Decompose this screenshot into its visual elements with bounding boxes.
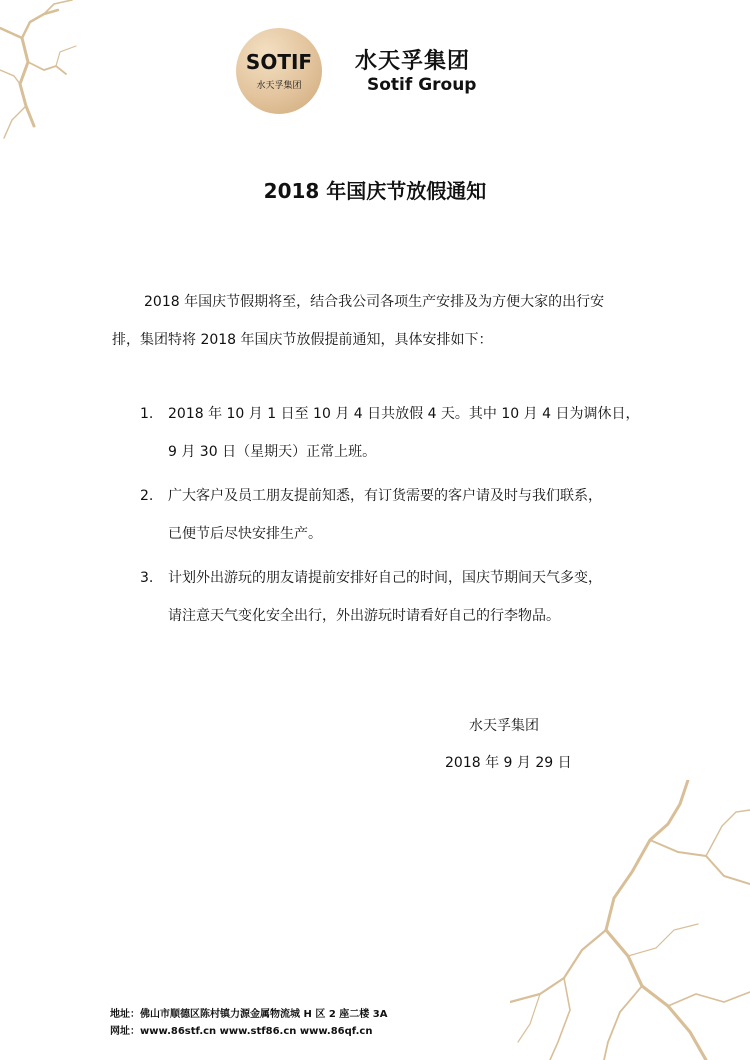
logo-subtitle: 水天孚集团 xyxy=(256,81,302,91)
marble-vein-decoration-bottom-right xyxy=(510,780,750,1060)
list-number: 2. xyxy=(140,488,154,504)
signature: 水天孚集团 xyxy=(469,718,539,734)
marble-vein-decoration-top-left xyxy=(0,0,90,140)
footer-address: 地址：佛山市顺德区陈村镇力源金属物流城 H 区 2 座二楼 3A xyxy=(110,1009,388,1020)
footer-contact xyxy=(110,1006,387,1040)
list-item xyxy=(140,559,660,635)
logo-seal xyxy=(236,28,322,114)
list-line: 9 月 30 日（星期天）正常上班。 xyxy=(168,444,377,460)
footer-websites: 网址：www.86stf.cn www.stf86.cn www.86qf.cn xyxy=(110,1026,373,1037)
logo-wordmark: SOTIF xyxy=(245,50,313,74)
brand-name-english: Sotif Group xyxy=(367,75,477,95)
list-line: 广大客户及员工朋友提前知悉，有订货需要的客户请及时与我们联系， xyxy=(168,488,602,504)
brand-name-chinese: 水天孚集团 xyxy=(355,49,471,74)
list-line: 2018 年 10 月 1 日至 10 月 4 日共放假 4 天。其中 10 月 4 日为调休日， xyxy=(168,406,640,422)
list-item xyxy=(140,395,660,471)
list-line: 请注意天气变化安全出行，外出游玩时请看好自己的行李物品。 xyxy=(168,608,560,624)
intro-paragraph xyxy=(112,283,652,359)
notice-title: 2018 年国庆节放假通知 xyxy=(263,179,487,203)
list-number: 3. xyxy=(140,570,154,586)
arrangement-list xyxy=(140,395,660,641)
list-line: 计划外出游玩的朋友请提前安排好自己的时间，国庆节期间天气多变， xyxy=(168,570,602,586)
intro-line: 排，集团特将 2018 年国庆节放假提前通知，具体安排如下： xyxy=(112,332,493,348)
notice-date: 2018 年 9 月 29 日 xyxy=(445,755,572,771)
intro-line: 2018 年国庆节假期将至，结合我公司各项生产安排及为方便大家的出行安 xyxy=(144,294,605,310)
list-number: 1. xyxy=(140,406,154,422)
list-line: 已便节后尽快安排生产。 xyxy=(168,526,322,542)
list-item xyxy=(140,477,660,553)
